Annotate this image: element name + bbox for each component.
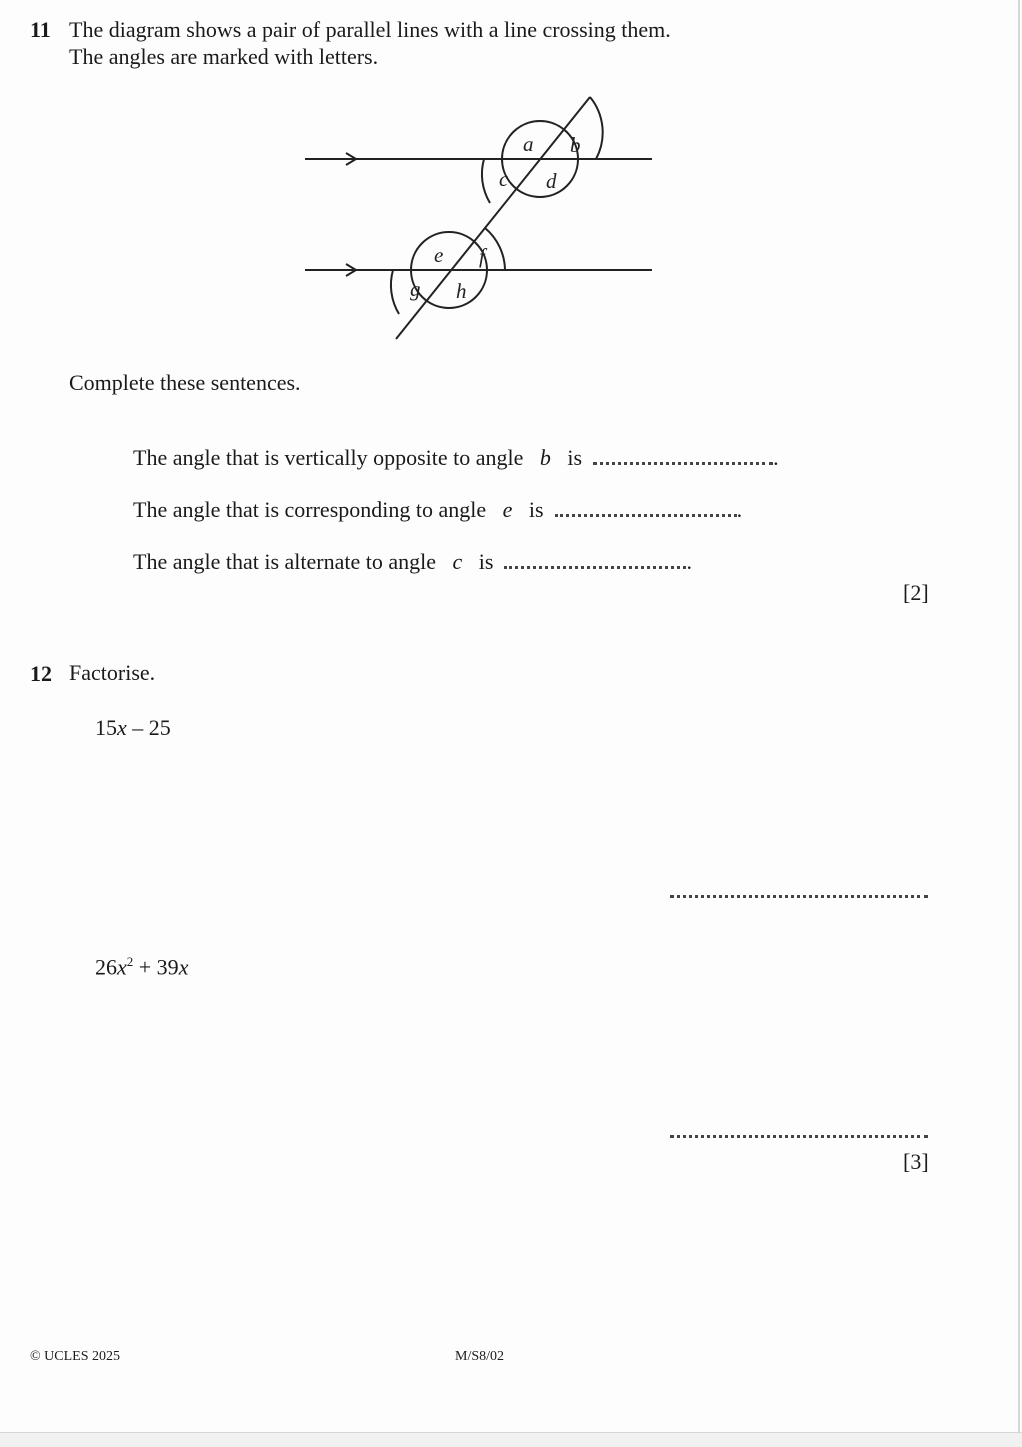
sentence-2-letter: e	[502, 497, 513, 522]
angle-label-a: a	[523, 132, 534, 156]
sentence-2-end: .	[736, 497, 743, 522]
page-edge	[1018, 0, 1020, 1432]
question-12-instruction: Factorise.	[69, 660, 156, 685]
sentence-2-is: is	[528, 497, 544, 522]
question-12-number: 12	[30, 661, 52, 686]
transversal-line	[396, 97, 590, 339]
question-11-number: 11	[30, 17, 51, 42]
sentence-1-end: .	[773, 445, 779, 470]
answer-line-4[interactable]	[670, 881, 928, 898]
sentence-1-is: is	[567, 445, 583, 470]
parallel-lines-diagram	[0, 0, 700, 350]
angle-arc-f-outer	[485, 228, 505, 270]
answer-line-5[interactable]	[670, 1121, 928, 1138]
page-bottom-bar	[0, 1432, 1022, 1447]
sentence-1-text: The angle that is vertically opposite to angle	[133, 445, 524, 470]
sentence-3-end: .	[686, 549, 692, 574]
expression-2-var: x	[117, 954, 127, 980]
angle-label-b: b	[570, 133, 581, 157]
footer-copyright: © UCLES 2025	[30, 1349, 120, 1364]
angle-label-h: h	[456, 279, 467, 303]
angle-label-g: g	[410, 277, 421, 301]
question-11-instruction: Complete these sentences.	[69, 370, 301, 395]
angle-arc-ef	[411, 232, 487, 270]
expression-2-mid: + 39	[133, 954, 179, 980]
sentence-1	[133, 445, 779, 471]
sentence-3-is: is	[478, 549, 494, 574]
footer-code: M/S8/02	[455, 1349, 505, 1364]
expression-2-exp: 2	[126, 954, 134, 969]
answer-line-2[interactable]	[555, 500, 737, 517]
question-12-marks: [3]	[903, 1149, 929, 1174]
sentence-3	[133, 549, 692, 575]
angle-label-c: c	[499, 167, 509, 191]
expression-2	[95, 954, 188, 980]
expression-1-var: x	[117, 715, 127, 740]
angle-arc-g	[391, 270, 399, 314]
sentence-3-letter: c	[452, 549, 463, 574]
answer-line-3[interactable]	[504, 552, 686, 569]
question-11-marks: [2]	[903, 580, 929, 605]
angle-arc-c	[482, 159, 490, 203]
question-11-line-2: The angles are marked with letters.	[69, 44, 379, 69]
angle-label-e: e	[434, 243, 444, 267]
expression-1-coef: 15	[95, 715, 117, 740]
angle-arc-b-outer	[590, 97, 603, 159]
expression-2-coef: 26	[95, 954, 117, 980]
expression-1-rest: – 25	[126, 715, 171, 740]
question-11-line-1: The diagram shows a pair of parallel lines with a line crossing them.	[69, 17, 671, 42]
answer-line-1[interactable]	[593, 448, 773, 465]
sentence-3-text: The angle that is alternate to angle	[133, 549, 436, 574]
angle-arc-gh	[411, 270, 487, 308]
angle-label-f: f	[479, 244, 485, 268]
angle-label-d: d	[546, 169, 557, 193]
sentence-2	[133, 497, 742, 523]
expression-1	[95, 715, 171, 741]
sentence-2-text: The angle that is corresponding to angle	[133, 497, 487, 522]
sentence-1-letter: b	[539, 445, 551, 470]
expression-2-var2: x	[178, 954, 189, 980]
